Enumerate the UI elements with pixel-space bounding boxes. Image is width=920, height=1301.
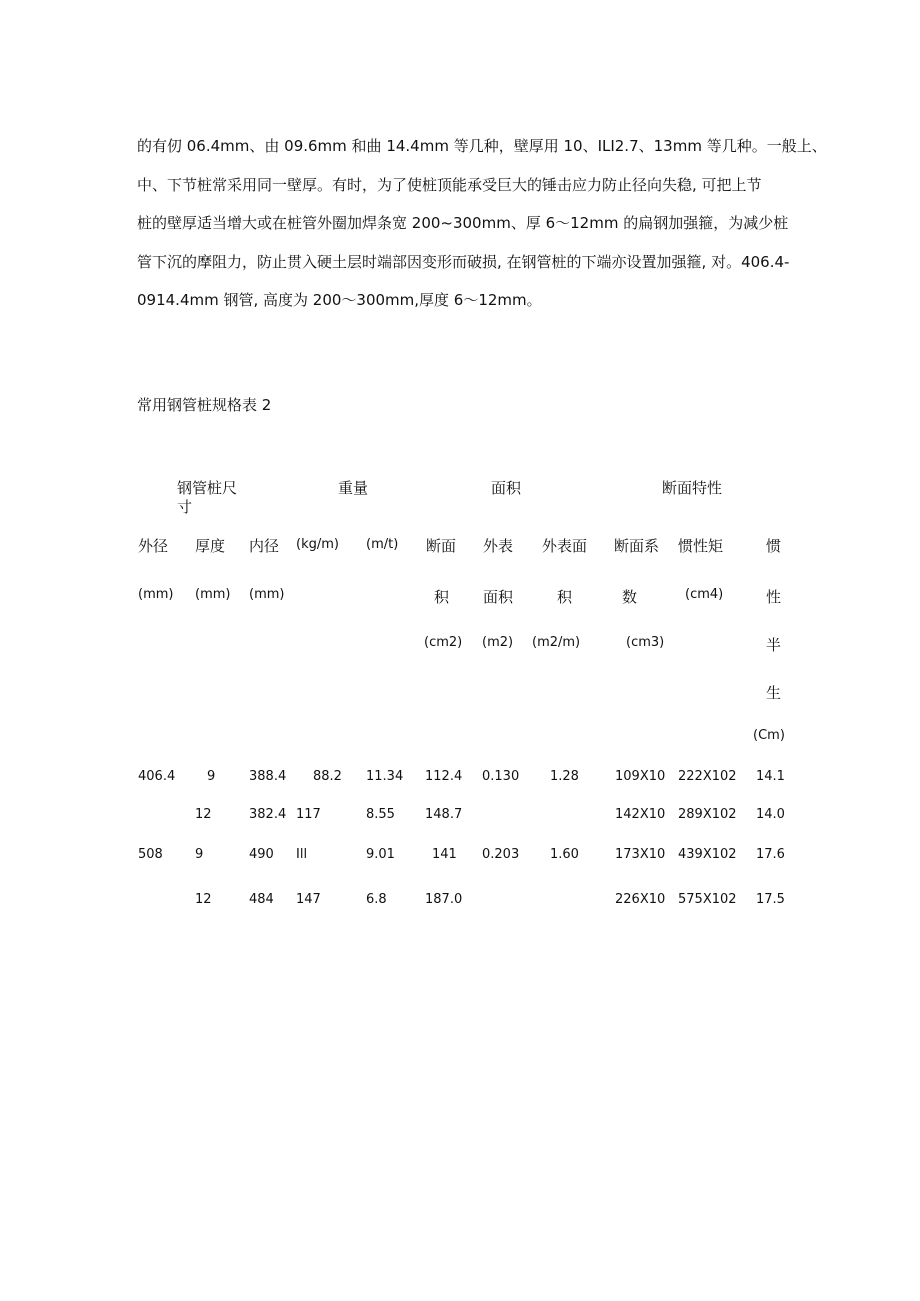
cell-length-per-ton: 8.55 xyxy=(366,807,395,822)
cell-thickness: 9 xyxy=(207,769,216,784)
col-outer-surface-area: 外表面 xyxy=(542,537,588,555)
cell-weight: 147 xyxy=(296,892,321,907)
col-outer-surface-cont: 面积 xyxy=(483,588,514,606)
col-gyration-unit: (Cm) xyxy=(753,728,785,743)
cell-section-modulus: 142X10 xyxy=(615,807,666,822)
cell-thickness: 12 xyxy=(195,892,212,907)
group-header-weight: 重量 xyxy=(338,479,369,497)
cell-outer-surface: 0.130 xyxy=(482,769,520,784)
col-gyration-cont: 性 xyxy=(766,588,782,606)
col-gyration-cont: 半 xyxy=(766,636,782,654)
cell-thickness: 9 xyxy=(195,847,204,862)
cell-weight: 88.2 xyxy=(313,769,342,784)
col-outer-surface-area-unit: (m2/m) xyxy=(532,635,581,650)
col-inner-diameter-unit: (mm) xyxy=(249,587,285,602)
cell-gyration: 17.5 xyxy=(756,892,785,907)
cell-section-area: 187.0 xyxy=(425,892,463,907)
table-caption: 常用钢管桩规格表 2 xyxy=(137,396,272,414)
cell-outer-surface: 0.203 xyxy=(482,847,520,862)
cell-section-area: 141 xyxy=(432,847,457,862)
col-outer-surface-unit: (m2) xyxy=(482,635,514,650)
col-outer-diameter-unit: (mm) xyxy=(138,587,174,602)
col-thickness: 厚度 xyxy=(195,537,226,555)
col-section-modulus-cont: 数 xyxy=(622,588,638,606)
cell-outer-surface-area: 1.28 xyxy=(550,769,579,784)
cell-length-per-ton: 9.01 xyxy=(366,847,395,862)
cell-section-area: 112.4 xyxy=(425,769,463,784)
col-section-area: 断面 xyxy=(426,537,457,555)
body-paragraph xyxy=(137,127,827,320)
col-gyration-cont: 生 xyxy=(766,684,782,702)
cell-gyration: 14.1 xyxy=(756,769,785,784)
paragraph-line: 桩的壁厚适当增大或在桩管外圈加焊条宽 200~300mm、厚 6～12mm 的扁钢加强箍，为减少桩 xyxy=(137,214,789,232)
col-outer-diameter: 外径 xyxy=(138,537,169,555)
group-header-section: 断面特性 xyxy=(662,479,723,497)
col-thickness-unit: (mm) xyxy=(195,587,231,602)
col-inner-diameter: 内径 xyxy=(249,537,280,555)
col-gyration: 惯 xyxy=(766,537,782,555)
group-header-size: 钢管桩尺 xyxy=(177,479,238,497)
paragraph-line: 0914.4mm 钢管, 高度为 200～300mm,厚度 6～12mm。 xyxy=(137,291,542,309)
cell-inner-diameter: 388.4 xyxy=(249,769,287,784)
cell-thickness: 12 xyxy=(195,807,212,822)
cell-inertia-moment: 439X102 xyxy=(678,847,737,862)
cell-inertia-moment: 222X102 xyxy=(678,769,737,784)
col-section-modulus: 断面系 xyxy=(614,537,660,555)
cell-weight: 117 xyxy=(296,807,321,822)
cell-length-per-ton: 11.34 xyxy=(366,769,404,784)
cell-section-modulus: 173X10 xyxy=(615,847,666,862)
col-section-area-unit: (cm2) xyxy=(424,635,463,650)
cell-inertia-moment: 289X102 xyxy=(678,807,737,822)
group-header-area: 面积 xyxy=(491,479,522,497)
cell-inertia-moment: 575X102 xyxy=(678,892,737,907)
cell-inner-diameter: 382.4 xyxy=(249,807,287,822)
paragraph-line: 的有仞 06.4mm、由 09.6mm 和曲 14.4mm 等几种，壁厚用 10、ILI2.7、13mm 等几种。一般上、 xyxy=(137,137,827,155)
cell-outer-surface-area: 1.60 xyxy=(550,847,579,862)
group-header-size-cont: 寸 xyxy=(177,498,193,516)
col-section-area-cont: 积 xyxy=(434,588,450,606)
cell-length-per-ton: 6.8 xyxy=(366,892,387,907)
col-section-modulus-unit: (cm3) xyxy=(626,635,665,650)
cell-gyration: 14.0 xyxy=(756,807,785,822)
col-outer-surface-area-cont: 积 xyxy=(557,588,573,606)
cell-section-modulus: 109X10 xyxy=(615,769,666,784)
col-length-unit: (m/t) xyxy=(366,537,399,552)
cell-section-area: 148.7 xyxy=(425,807,463,822)
col-inertia-moment-unit: (cm4) xyxy=(685,587,724,602)
paragraph-line: 管下沉的摩阻力，防止贯入硬土层时端部因变形而破损, 在钢管桩的下端亦设置加强箍, 对。406.4- xyxy=(137,252,790,271)
cell-inner-diameter: 490 xyxy=(249,847,274,862)
paragraph-line: 中、下节桩常采用同一壁厚。有时，为了使桩顶能承受巨大的锤击应力防止径向失稳, 可把上节 xyxy=(137,175,762,194)
cell-gyration: 17.6 xyxy=(756,847,785,862)
cell-outer-diameter: 406.4 xyxy=(138,769,176,784)
cell-outer-diameter: 508 xyxy=(138,847,163,862)
col-outer-surface: 外表 xyxy=(483,537,514,555)
cell-section-modulus: 226X10 xyxy=(615,892,666,907)
cell-weight: Ill xyxy=(296,847,308,862)
col-weight-unit: (kg/m) xyxy=(296,537,339,552)
cell-inner-diameter: 484 xyxy=(249,892,274,907)
col-inertia-moment: 惯性矩 xyxy=(678,537,724,555)
